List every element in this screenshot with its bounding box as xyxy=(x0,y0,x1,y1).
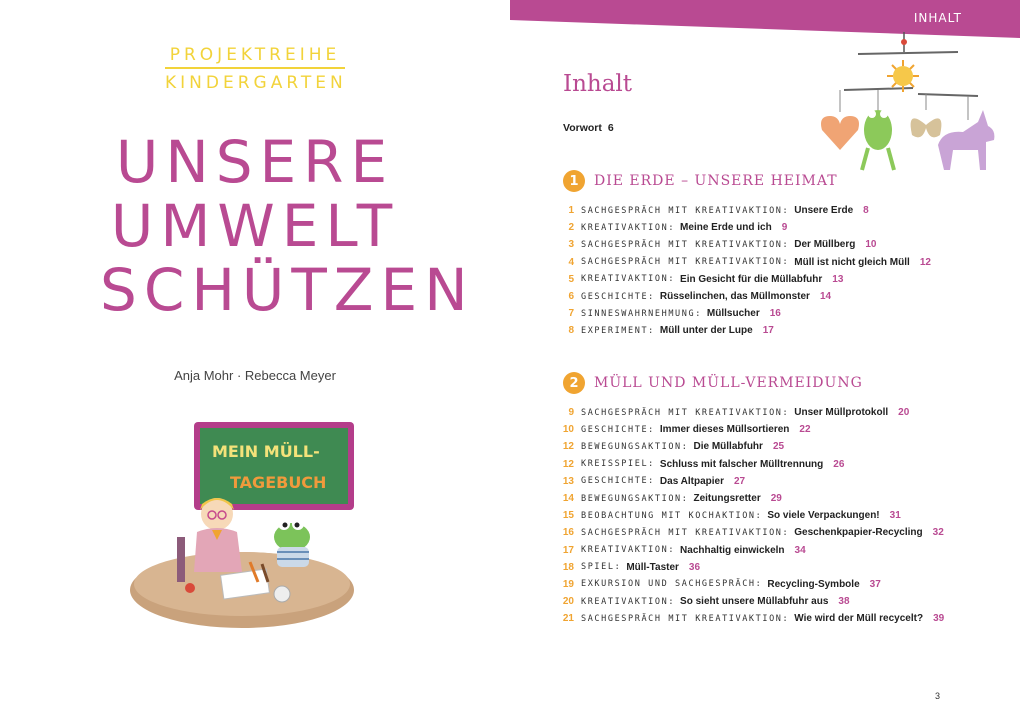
entry-category: SACHGESPRÄCH MIT KREATIVAKTION: xyxy=(581,205,790,216)
entry-page: 16 xyxy=(769,308,781,320)
entry-number: 4 xyxy=(568,256,574,268)
entry-title: Der Müllberg xyxy=(794,239,856,251)
entry-title: Müllsucher xyxy=(706,308,760,320)
entry-title: Unser Müllprotokoll xyxy=(794,407,889,419)
entry-page: 10 xyxy=(865,239,877,251)
toc-entry[interactable] xyxy=(560,271,931,288)
entry-number: 17 xyxy=(562,544,574,556)
vorwort-page: 6 xyxy=(607,122,614,134)
toc-entry[interactable] xyxy=(560,421,944,438)
entry-number: 7 xyxy=(568,308,574,320)
entry-number: 8 xyxy=(568,325,574,337)
entry-page: 36 xyxy=(688,561,701,573)
entry-category: SACHGESPRÄCH MIT KREATIVAKTION: xyxy=(581,239,790,250)
entry-title: Müll-Taster xyxy=(626,561,679,573)
girl-frog-illustration xyxy=(122,412,368,636)
toc-entry[interactable] xyxy=(560,404,944,421)
entry-title: Rüsselinchen, das Müllmonster xyxy=(659,291,810,303)
entry-title: Meine Erde und ich xyxy=(680,222,772,234)
entry-category: GESCHICHTE: xyxy=(581,291,655,302)
entry-number: 10 xyxy=(562,424,574,436)
toc-entry[interactable] xyxy=(560,236,931,253)
entry-title: Nachhaltig einwickeln xyxy=(680,544,785,556)
toc-entry[interactable] xyxy=(560,559,944,576)
entry-number: 19 xyxy=(562,578,574,590)
entry-category: EXKURSION UND SACHGESPRÄCH: xyxy=(581,579,763,590)
entry-page: 37 xyxy=(869,578,881,590)
entry-category: SACHGESPRÄCH MIT KREATIVAKTION: xyxy=(581,407,790,418)
toc-entry[interactable] xyxy=(560,202,931,219)
section-number-badge: 2 xyxy=(563,372,585,394)
book-title xyxy=(100,128,475,324)
series-divider xyxy=(165,67,345,69)
entry-title: Das Altpapier xyxy=(659,475,724,487)
book-title-line-3: SCHÜTZEN xyxy=(100,256,475,324)
entry-number: 20 xyxy=(562,596,574,608)
entry-page: 39 xyxy=(933,613,945,625)
section-title: DIE ERDE – UNSERE HEIMAT xyxy=(594,173,838,189)
entry-number: 6 xyxy=(568,291,574,303)
entry-page: 13 xyxy=(832,273,844,285)
entry-category: SACHGESPRÄCH MIT KREATIVAKTION: xyxy=(581,527,790,538)
series-line-2: KINDERGARTEN xyxy=(165,73,347,93)
entry-title: Schluss mit falscher Mülltrennung xyxy=(659,458,824,470)
section-1-entries xyxy=(560,202,931,340)
entry-page: 9 xyxy=(781,222,788,234)
toc-entry[interactable] xyxy=(560,524,944,541)
entry-title: Müll unter der Lupe xyxy=(659,325,753,337)
entry-page: 25 xyxy=(772,441,785,453)
toc-entry[interactable] xyxy=(560,288,931,305)
entry-number: 15 xyxy=(562,510,574,522)
banner-label: INHALT xyxy=(913,11,962,25)
entry-number: 5 xyxy=(568,273,574,285)
entry-number: 21 xyxy=(562,613,574,625)
section-1-heading xyxy=(563,170,838,192)
toc-entry[interactable] xyxy=(560,473,944,490)
entry-category: KREATIVAKTION: xyxy=(581,222,676,233)
entry-page: 38 xyxy=(838,596,850,608)
entry-page: 29 xyxy=(770,493,782,505)
board-text-1: MEIN MÜLL- xyxy=(212,442,320,461)
entry-title: Geschenkpapier-Recycling xyxy=(794,527,923,539)
entry-category: SPIEL: xyxy=(581,562,622,573)
entry-category: GESCHICHTE: xyxy=(581,476,655,487)
entry-category: KREATIVAKTION: xyxy=(581,274,676,285)
toc-entry[interactable] xyxy=(560,305,931,322)
entry-page: 17 xyxy=(762,325,774,337)
toc-entry[interactable] xyxy=(560,576,944,593)
entry-page: 14 xyxy=(819,291,832,303)
book-title-line-2: UMWELT xyxy=(110,192,400,260)
toc-entry[interactable] xyxy=(560,456,944,473)
toc-entry[interactable] xyxy=(560,593,944,610)
entry-title: Wie wird der Müll recycelt? xyxy=(794,613,924,625)
series-label xyxy=(165,42,345,96)
entry-category: SACHGESPRÄCH MIT KREATIVAKTION: xyxy=(581,257,790,268)
entry-page: 22 xyxy=(799,424,811,436)
entry-number: 12 xyxy=(562,458,574,470)
entry-page: 32 xyxy=(932,527,944,539)
entry-category: KREISSPIEL: xyxy=(581,459,655,470)
vorwort-entry[interactable] xyxy=(563,122,614,134)
page-number: 3 xyxy=(935,691,941,701)
entry-title: Ein Gesicht für die Müllabfuhr xyxy=(680,273,823,285)
toc-entry[interactable] xyxy=(560,254,931,271)
entry-number: 2 xyxy=(568,222,574,234)
mobile-illustration xyxy=(818,30,1008,190)
entry-category: SINNESWAHRNEHMUNG: xyxy=(581,308,702,319)
entry-page: 12 xyxy=(919,256,931,268)
entry-page: 34 xyxy=(794,544,806,556)
entry-category: BEOBACHTUNG MIT KOCHAKTION: xyxy=(581,510,763,521)
entry-page: 27 xyxy=(734,475,746,487)
toc-title: Inhalt xyxy=(563,71,633,97)
section-number-badge: 1 xyxy=(563,170,585,192)
authors: Anja Mohr · Rebecca Meyer xyxy=(174,368,336,383)
entry-number: 3 xyxy=(568,239,574,251)
entry-number: 16 xyxy=(562,527,574,539)
toc-entry[interactable] xyxy=(560,542,944,559)
entry-number: 14 xyxy=(562,493,574,505)
entry-category: KREATIVAKTION: xyxy=(581,545,676,556)
toc-entry[interactable] xyxy=(560,507,944,524)
entry-page: 20 xyxy=(898,407,910,419)
section-2-entries xyxy=(560,404,944,627)
entry-category: GESCHICHTE: xyxy=(581,424,655,435)
toc-entry[interactable] xyxy=(560,490,944,507)
entry-title: So sieht unsere Müllabfuhr aus xyxy=(680,596,829,608)
entry-category: SACHGESPRÄCH MIT KREATIVAKTION: xyxy=(581,613,790,624)
entry-number: 13 xyxy=(562,475,574,487)
toc-entry[interactable] xyxy=(560,610,944,627)
entry-title: So viele Verpackungen! xyxy=(767,510,880,522)
entry-category: EXPERIMENT: xyxy=(581,325,655,336)
entry-number: 12 xyxy=(562,441,574,453)
entry-category: KREATIVAKTION: xyxy=(581,596,676,607)
entry-number: 18 xyxy=(562,561,574,573)
vorwort-label: Vorwort xyxy=(563,122,602,134)
entry-category: BEWEGUNGSAKTION: xyxy=(581,441,689,452)
entry-title: Unsere Erde xyxy=(794,205,854,217)
entry-page: 31 xyxy=(889,510,901,522)
book-title-line-1: UNSERE xyxy=(115,128,395,196)
board-text-2: TAGEBUCH xyxy=(230,473,327,492)
entry-title: Immer dieses Müllsortieren xyxy=(659,424,790,436)
entry-title: Recycling-Symbole xyxy=(767,578,860,590)
series-line-1: PROJEKTREIHE xyxy=(169,45,341,65)
entry-page: 26 xyxy=(833,458,845,470)
toc-entry[interactable] xyxy=(560,438,944,455)
entry-page: 8 xyxy=(863,205,869,217)
section-2-heading xyxy=(563,372,863,394)
entry-title: Müll ist nicht gleich Müll xyxy=(794,256,910,268)
section-title: MÜLL UND MÜLL-VERMEIDUNG xyxy=(594,375,863,391)
toc-entry[interactable] xyxy=(560,219,931,236)
entry-number: 9 xyxy=(568,407,574,419)
entry-title: Die Müllabfuhr xyxy=(693,441,763,453)
entry-number: 1 xyxy=(568,205,574,217)
toc-entry[interactable] xyxy=(560,322,931,339)
entry-title: Zeitungsretter xyxy=(693,493,761,505)
entry-category: BEWEGUNGSAKTION: xyxy=(581,493,689,504)
